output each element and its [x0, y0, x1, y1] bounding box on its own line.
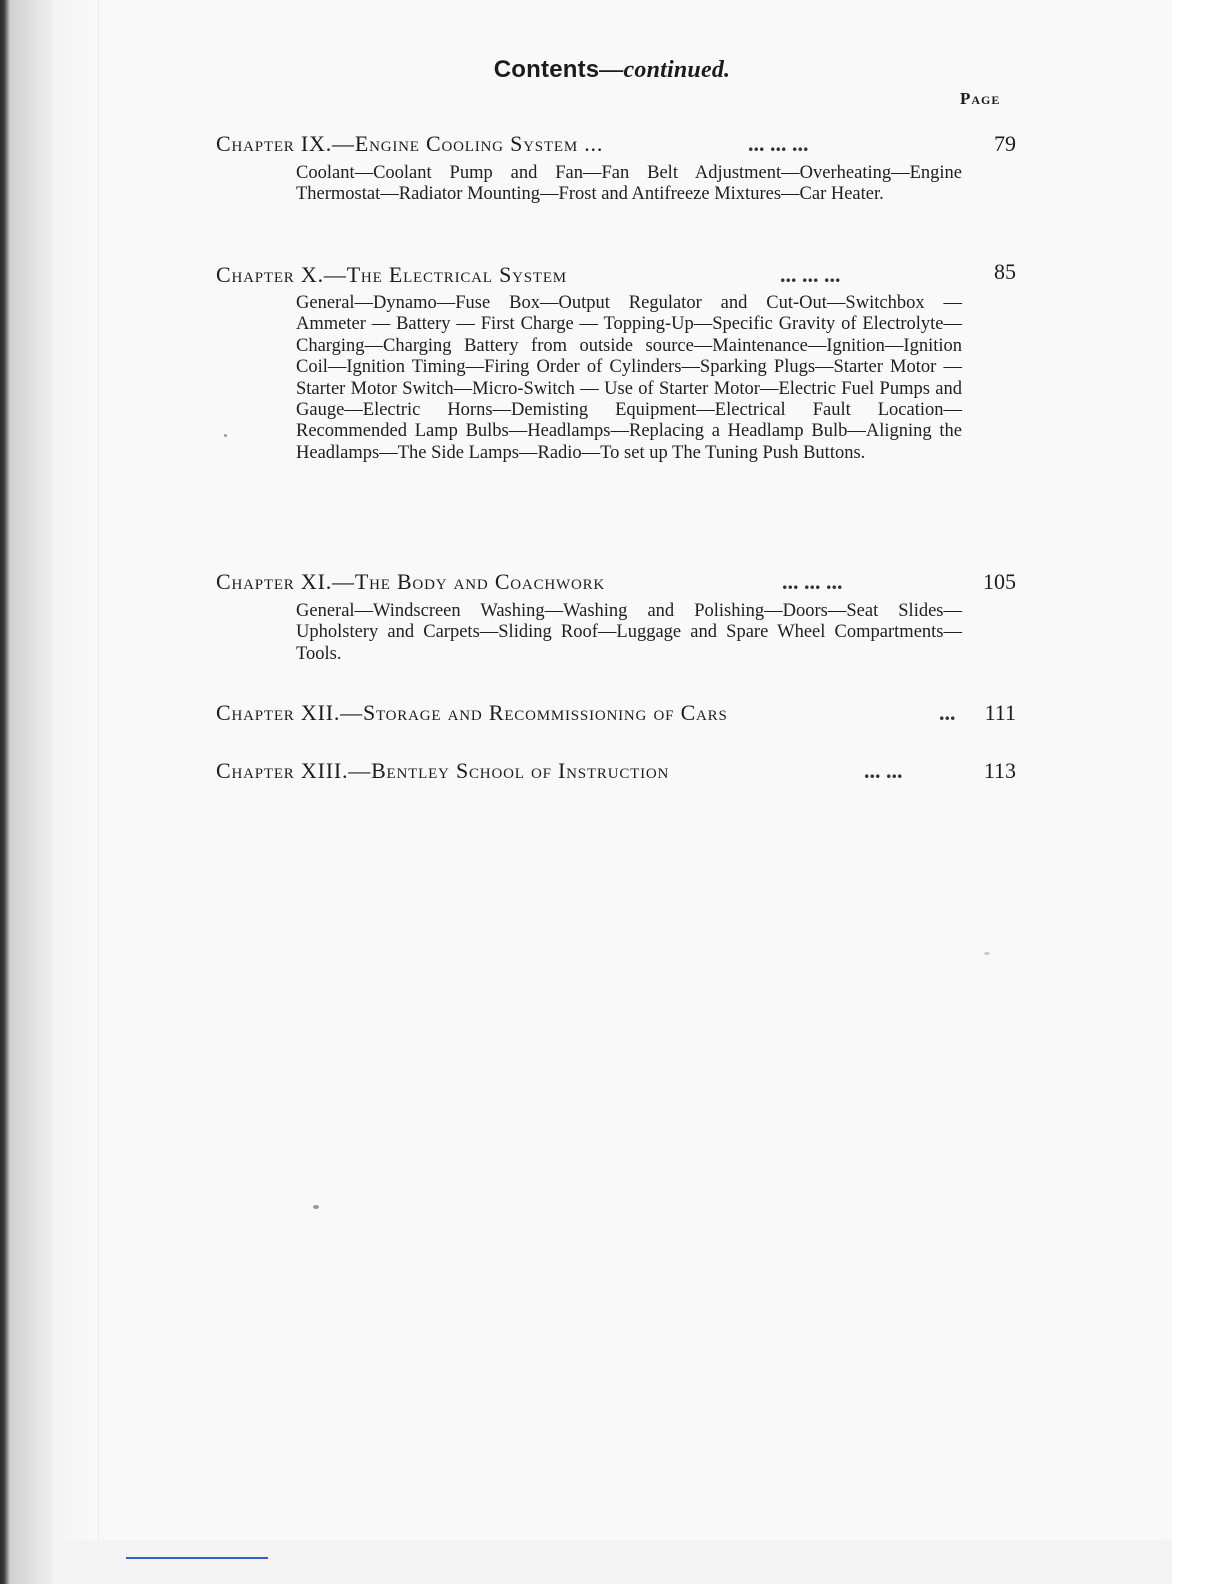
toc-entry-chapter-11[interactable] [216, 569, 1016, 595]
chapter-title: Chapter X.—The Electrical System [216, 262, 567, 287]
page-title [0, 56, 1224, 84]
chapter-page-number: 105 [983, 569, 1016, 594]
chapter-title: Chapter IX.—Engine Cooling System ... [216, 131, 604, 156]
chapter-page-number: 79 [994, 131, 1016, 156]
scan-binding-shadow [0, 0, 52, 1584]
leader-dots: ... ... ... [782, 569, 843, 594]
chapter-summary: General—Dynamo—Fuse Box—Output Regulator and Cut-Out—Switchbox — Ammeter — Battery — First Charge — Topping-Up—Specific Gravity of Electrolyte—Charging—Charging Battery from outside source—Maintenance—Ignition—Ignition Coil—Ignition Timing—Firing Order of Cylinders—Sparking Plugs—Starter Motor — Starter Motor Switch—Micro-Switch — Use of Starter Motor—Electric Fuel Pumps and Gauge—Electric Horns—Demisting Equipment—Electrical Fault Location—Recommended Lamp Bulbs—Headlamps—Replacing a Headlamp Bulb—Aligning the Headlamps—The Side Lamps—Radio—To set up The Tuning Push Buttons. [296, 293, 962, 463]
chapter-title: Chapter XII.—Storage and Recommissioning of Cars [216, 700, 728, 725]
toc-entry-chapter-10[interactable] [216, 259, 1016, 288]
chapter-title: Chapter XIII.—Bentley School of Instruction [216, 758, 670, 783]
toc-entry-chapter-12[interactable] [216, 700, 1016, 726]
scan-speck [224, 434, 227, 437]
blue-underline-mark [126, 1557, 268, 1559]
scan-speck [313, 1205, 319, 1209]
chapter-summary: General—Windscreen Washing—Washing and Polishing—Doors—Seat Slides—Upholstery and Carpets—Sliding Roof—Luggage and Spare Wheel Compartments—Tools. [296, 601, 962, 664]
chapter-page-number: 113 [983, 758, 1016, 783]
leader-dots: ... [939, 700, 956, 725]
chapter-summary: Coolant—Coolant Pump and Fan—Fan Belt Adjustment—Overheating—Engine Thermostat—Radiator Mounting—Frost and Antifreeze Mixtures—Car Heater. [296, 163, 962, 205]
chapter-page-number: 111 [984, 700, 1016, 725]
scan-speck [984, 952, 990, 955]
toc-entry-chapter-13[interactable] [216, 758, 1016, 784]
scan-bottom-edge [52, 1540, 1172, 1584]
leader-dots: ... ... [864, 758, 903, 783]
page-column-header: Page [960, 89, 1001, 108]
leader-dots: ... ... ... [780, 262, 841, 287]
leader-dots: ... ... ... [748, 131, 809, 156]
chapter-title: Chapter XI.—The Body and Coachwork [216, 569, 606, 594]
title-suffix: —continued. [599, 57, 731, 83]
chapter-page-number: 85 [994, 259, 1016, 284]
toc-entry-chapter-9[interactable] [216, 131, 1016, 157]
title-text: Contents [493, 56, 600, 83]
